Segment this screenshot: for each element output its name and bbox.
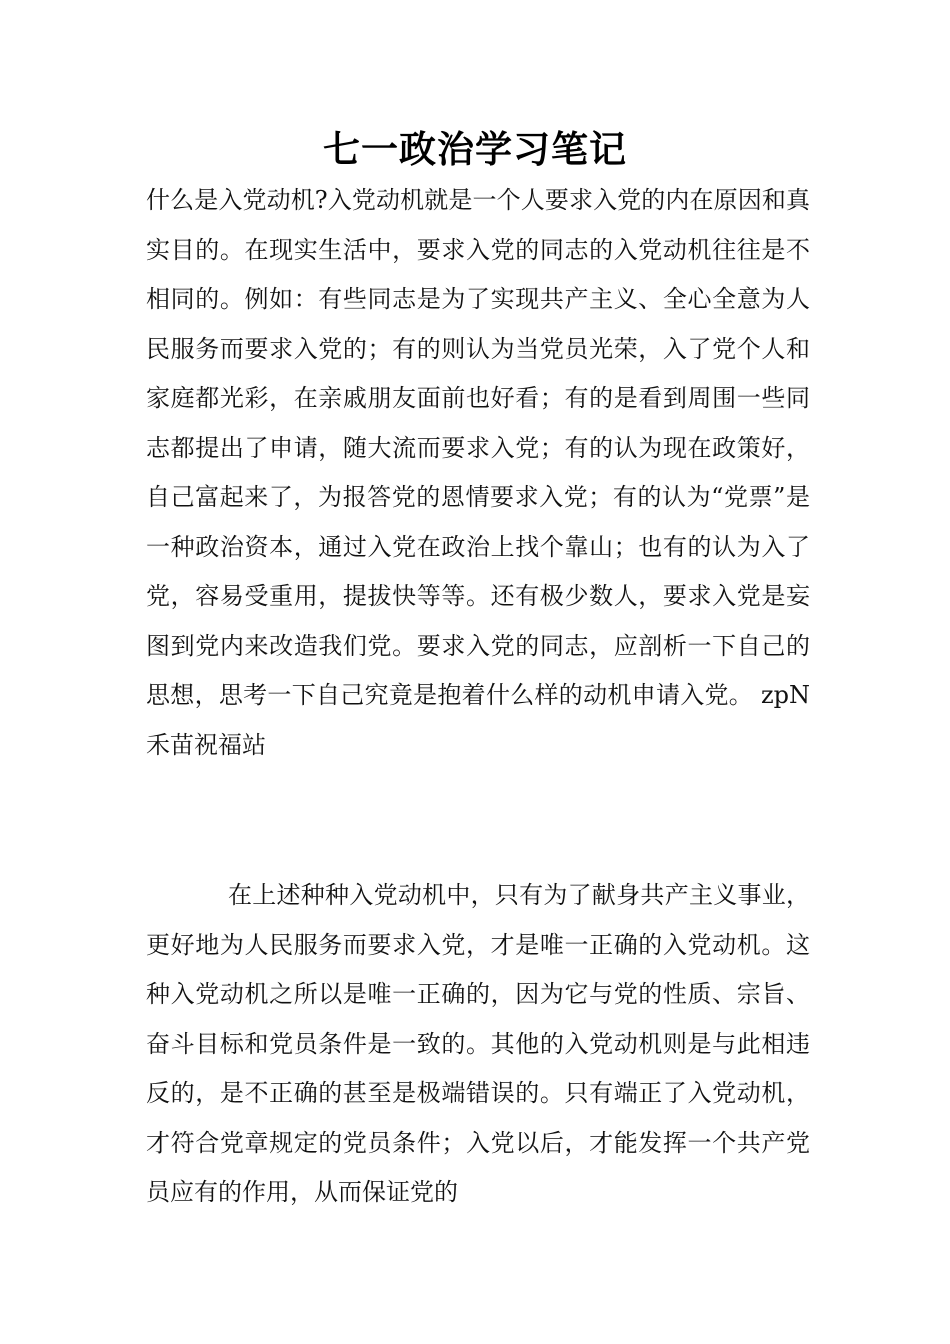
paragraph-2: 在上述种种入党动机中，只有为了献身共产主义事业，更好地为人民服务而要求入党，才是唯一正确的入党动机。这种入党动机之所以是唯一正确的，因为它与党的性质、宗旨、奋斗目标和党员条件是一致的。其他的入党动机则是与此相违反的，是不正确的甚至是极端错误的。只有端正了入党动机，才符合党章规定的党员条件；入党以后，才能发挥一个共产党员应有的作用，从而保证党的	[146, 881, 810, 1206]
document-title: 七一政治学习笔记	[323, 128, 627, 171]
paragraph-1: 什么是入党动机?入党动机就是一个人要求入党的内在原因和真实目的。在现实生活中，要求入党的同志的入党动机往往是不相同的。例如：有些同志是为了实现共产主义、全心全意为人民服务而要求入党的；有的则认为当党员光荣，入了党个人和家庭都光彩，在亲戚朋友面前也好看；有的是看到周围一些同志都提出了申请，随大流而要求入党；有的认为现在政策好，自己富起来了，为报答党的恩情要求入党；有的认为“党票”是一种政治资本，通过入党在政治上找个靠山；也有的认为入了党，容易受重用，提拔快等等。还有极少数人，要求入党是妄图到党内来改造我们党。要求入党的同志，应剖析一下自己的思想，思考一下自己究竟是抱着什么样的动机申请入党。 zpN禾苗祝福站	[146, 186, 810, 759]
